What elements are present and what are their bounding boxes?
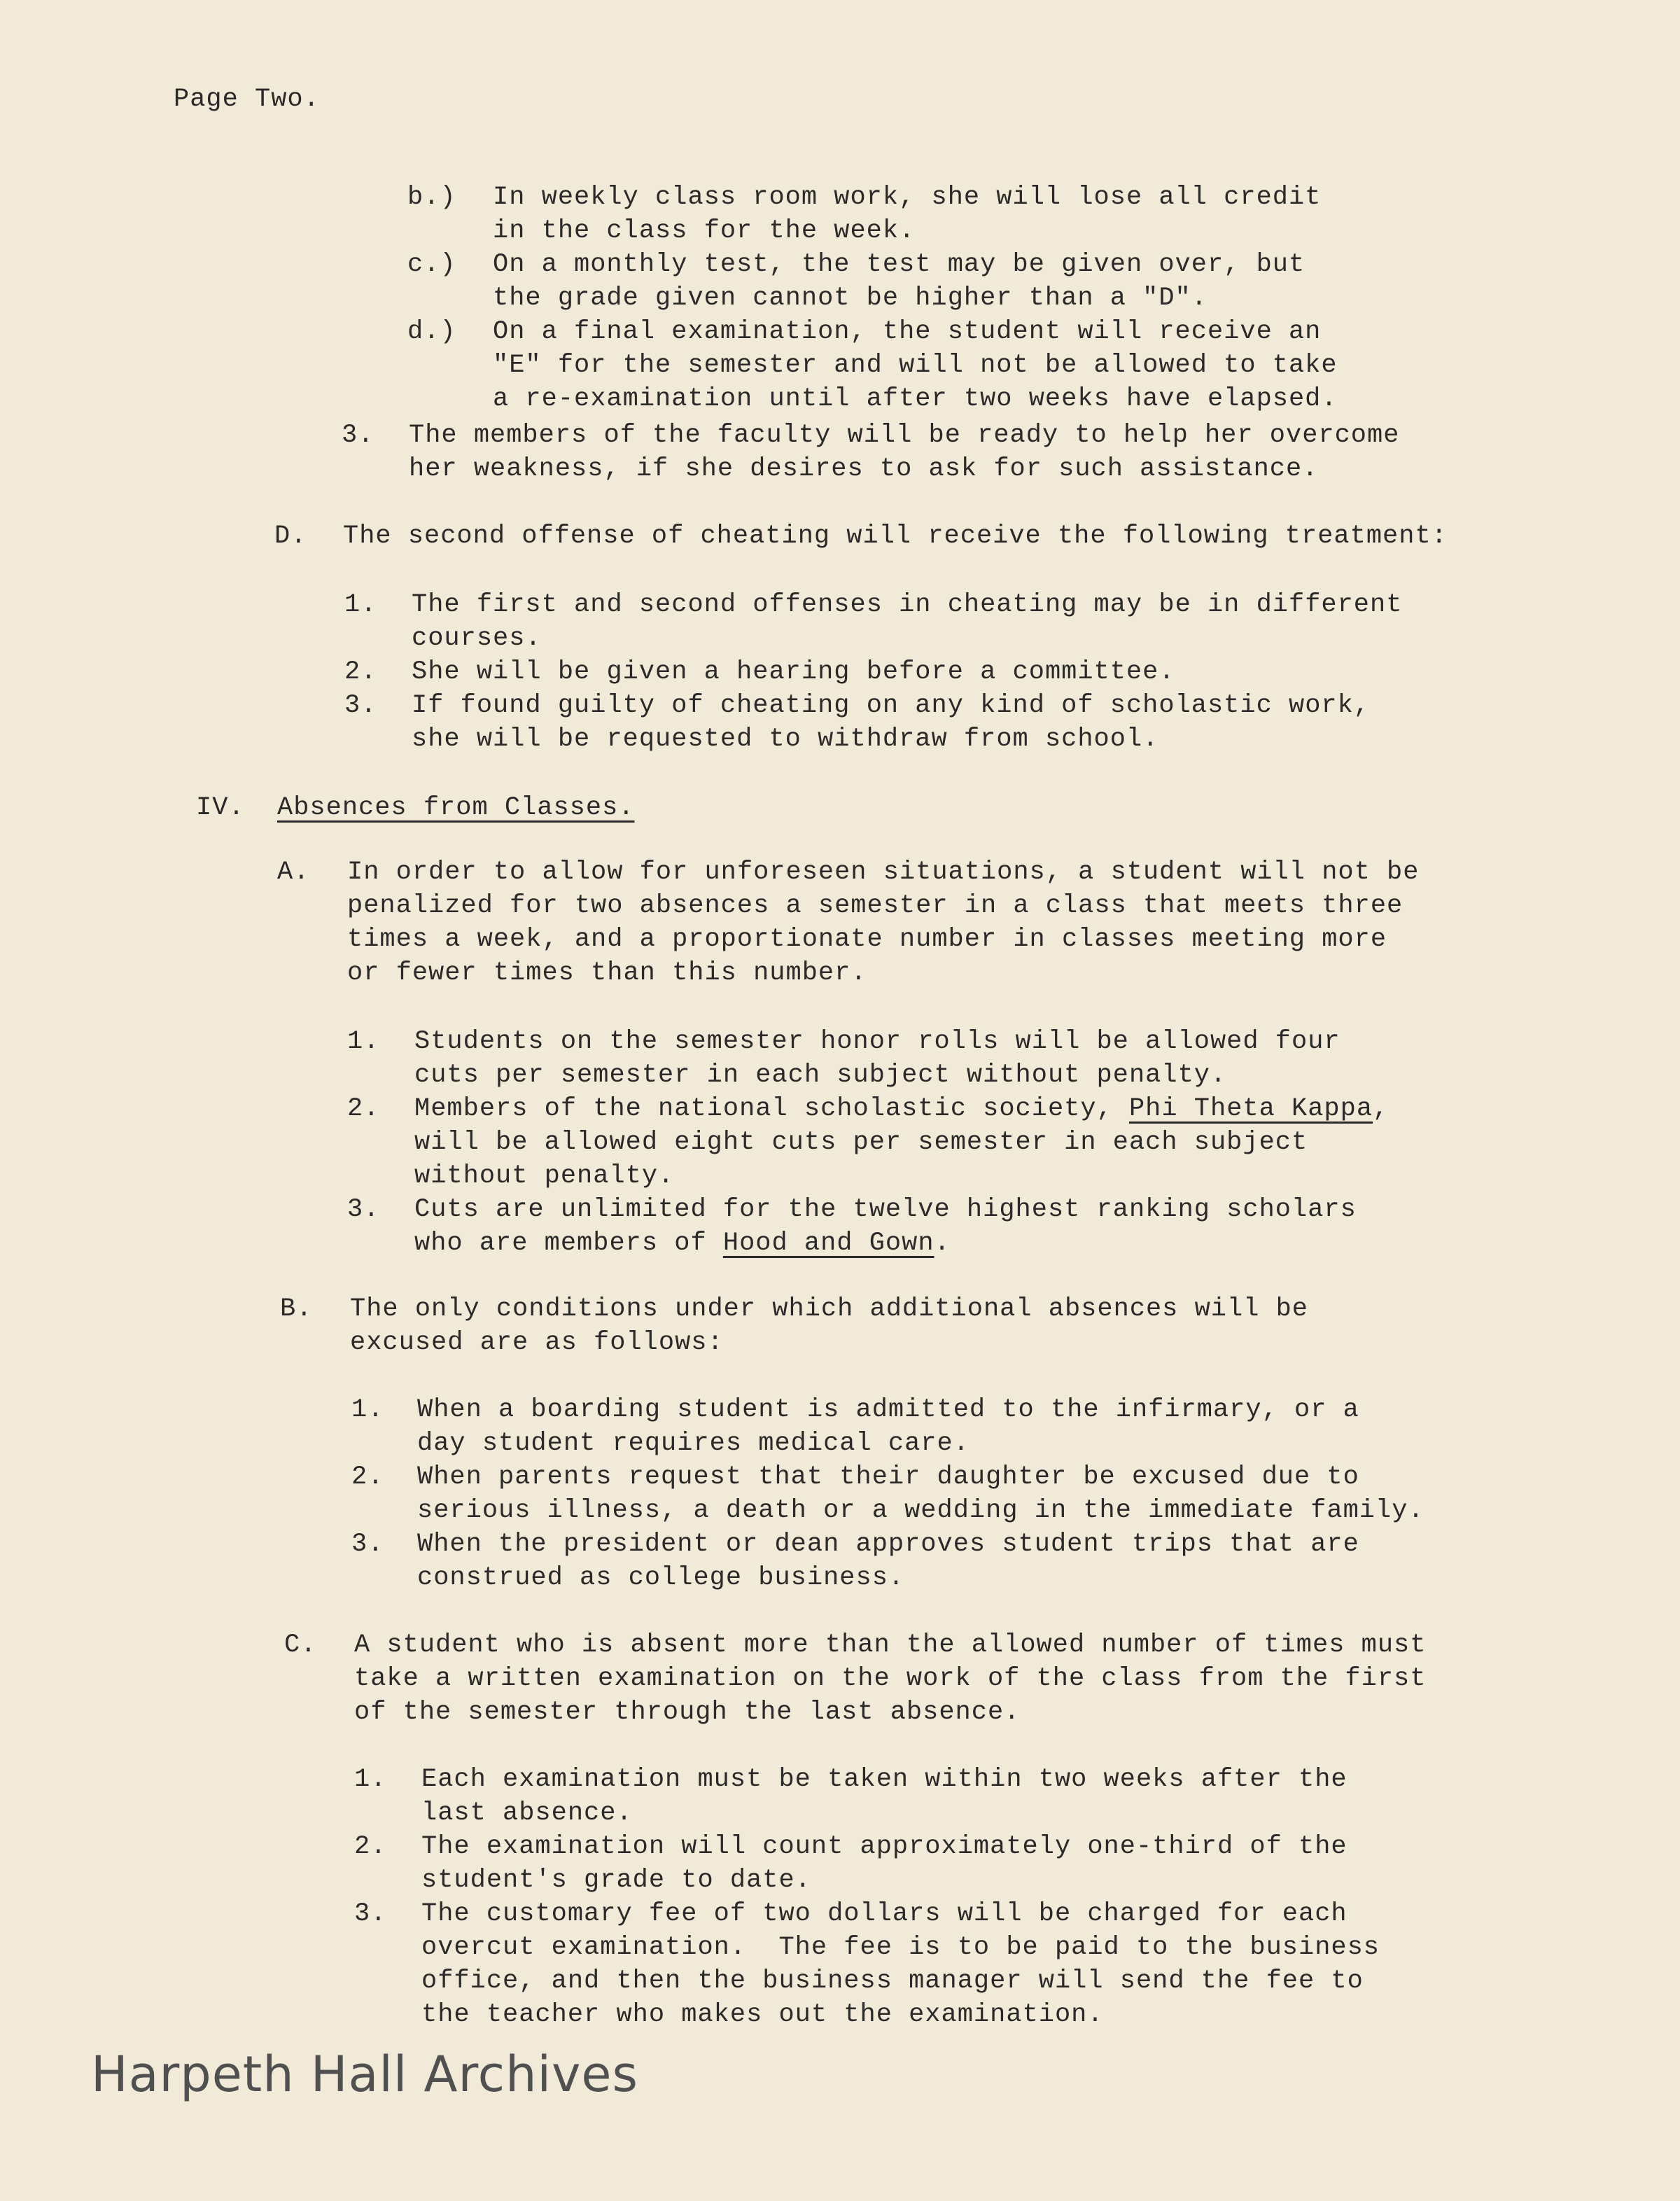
iv-c-item-3-marker: 3. (354, 1899, 387, 1929)
item-b-text-2: in the class for the week. (493, 216, 916, 246)
iv-c-text-2: take a written examination on the work of the class from the first (354, 1664, 1427, 1693)
iv-c-text-1: A student who is absent more than the allowed number of times must (354, 1630, 1427, 1660)
iv-a-item-1-text-1: Students on the semester honor rolls will be allowed four (414, 1027, 1340, 1056)
iv-a-item-3-text-1: Cuts are unlimited for the twelve highest ranking scholars (414, 1195, 1357, 1224)
d-item-1-marker: 1. (344, 590, 377, 620)
iv-b-item-3-text-2: construed as college business. (417, 1563, 905, 1593)
d-item-2-marker: 2. (344, 657, 377, 687)
iv-a-item-2-text-3: without penalty. (414, 1161, 675, 1191)
iv-c-item-3-text-4: the teacher who makes out the examination. (421, 2000, 1104, 2029)
iv-c-item-1-text-1: Each examination must be taken within two weeks after the (421, 1765, 1348, 1794)
iv-a-text-3: times a week, and a proportionate number in classes meeting more (347, 925, 1387, 954)
d-item-1-text-2: courses. (412, 624, 542, 653)
item-c-text-2: the grade given cannot be higher than a "D". (493, 284, 1208, 313)
iv-a-marker: A. (277, 858, 310, 887)
iv-b-item-2-text-2: serious illness, a death or a wedding in the immediate family. (417, 1496, 1424, 1525)
section-iv-title: Absences from Classes. (277, 793, 635, 823)
iv-a-item-2-lead: Members of the national scholastic society, (414, 1094, 1129, 1124)
iv-b-item-2-text-1: When parents request that their daughter be excused due to (417, 1462, 1359, 1492)
iv-a-item-3-text-2 (414, 1227, 951, 1260)
group-name: Hood and Gown (722, 1229, 934, 1258)
iv-a-item-2-text-2: will be allowed eight cuts per semester in each subject (414, 1128, 1308, 1157)
iv-a-item-2-comma: , (1373, 1094, 1390, 1124)
section-iv-marker: IV. (196, 793, 245, 823)
iv-c-item-1-marker: 1. (354, 1765, 387, 1794)
d-item-1-text-1: The first and second offenses in cheating may be in different (412, 590, 1403, 620)
iv-b-marker: B. (280, 1294, 313, 1324)
item-d-text-1: On a final examination, the student will receive an (493, 317, 1322, 347)
d-item-2-text: She will be given a hearing before a committee. (412, 657, 1175, 687)
iv-b-item-1-text-1: When a boarding student is admitted to the infirmary, or a (417, 1395, 1359, 1425)
section-d-marker: D. (274, 522, 307, 551)
iv-c-item-2-marker: 2. (354, 1832, 387, 1861)
iv-c-item-3-text-2: overcut examination. The fee is to be paid to the business (421, 1933, 1380, 1962)
iv-a-text-1: In order to allow for unforeseen situations, a student will not be (347, 858, 1420, 887)
item-c-text-1: On a monthly test, the test may be given over, but (493, 250, 1306, 279)
iv-a-item-1-marker: 1. (347, 1027, 380, 1056)
item-d-marker: d.) (407, 317, 456, 347)
iv-a-item-1-text-2: cuts per semester in each subject without penalty. (414, 1061, 1227, 1090)
item-3-text-1: The members of the faculty will be ready to help her overcome (409, 421, 1400, 450)
iv-a-item-3-marker: 3. (347, 1195, 380, 1224)
item-d-text-3: a re-examination until after two weeks have elapsed. (493, 384, 1338, 414)
iv-b-item-1-text-2: day student requires medical care. (417, 1429, 969, 1458)
iv-a-item-2-text-1 (414, 1092, 1389, 1126)
archive-watermark: Harpeth Hall Archives (91, 2046, 638, 2103)
iv-c-text-3: of the semester through the last absence. (354, 1698, 1021, 1727)
item-d-text-2: "E" for the semester and will not be allowed to take (493, 351, 1338, 380)
iv-a-item-3-lead: who are members of (414, 1229, 723, 1258)
iv-a-item-3-period: . (934, 1229, 951, 1258)
item-3-marker: 3. (342, 421, 374, 450)
iv-a-text-4: or fewer times than this number. (347, 958, 867, 988)
item-3-text-2: her weakness, if she desires to ask for such assistance. (409, 454, 1319, 484)
item-b-marker: b.) (407, 183, 456, 212)
page-label: Page Two. (174, 85, 320, 114)
iv-b-item-3-marker: 3. (351, 1530, 384, 1559)
item-c-marker: c.) (407, 250, 456, 279)
iv-a-item-2-marker: 2. (347, 1094, 380, 1124)
iv-b-text-1: The only conditions under which additional absences will be (350, 1294, 1309, 1324)
iv-b-item-1-marker: 1. (351, 1395, 384, 1425)
d-item-3-text-1: If found guilty of cheating on any kind of scholastic work, (412, 691, 1371, 720)
iv-b-text-2: excused are as follows: (350, 1328, 724, 1357)
item-b-text-1: In weekly class room work, she will lose all credit (493, 183, 1322, 212)
iv-b-item-3-text-1: When the president or dean approves student trips that are (417, 1530, 1359, 1559)
iv-c-item-3-text-3: office, and then the business manager will send the fee to (421, 1966, 1364, 1996)
d-item-3-text-2: she will be requested to withdraw from school. (412, 725, 1159, 754)
iv-a-text-2: penalized for two absences a semester in a class that meets three (347, 891, 1404, 921)
iv-b-item-2-marker: 2. (351, 1462, 384, 1492)
iv-c-item-2-text-1: The examination will count approximately one-third of the (421, 1832, 1348, 1861)
iv-c-marker: C. (284, 1630, 317, 1660)
iv-c-item-2-text-2: student's grade to date. (421, 1866, 811, 1895)
section-d-heading: The second offense of cheating will receive the following treatment: (343, 522, 1448, 551)
society-name: Phi Theta Kappa (1128, 1094, 1373, 1124)
iv-c-item-3-text-1: The customary fee of two dollars will be charged for each (421, 1899, 1348, 1929)
d-item-3-marker: 3. (344, 691, 377, 720)
iv-c-item-1-text-2: last absence. (421, 1798, 633, 1828)
